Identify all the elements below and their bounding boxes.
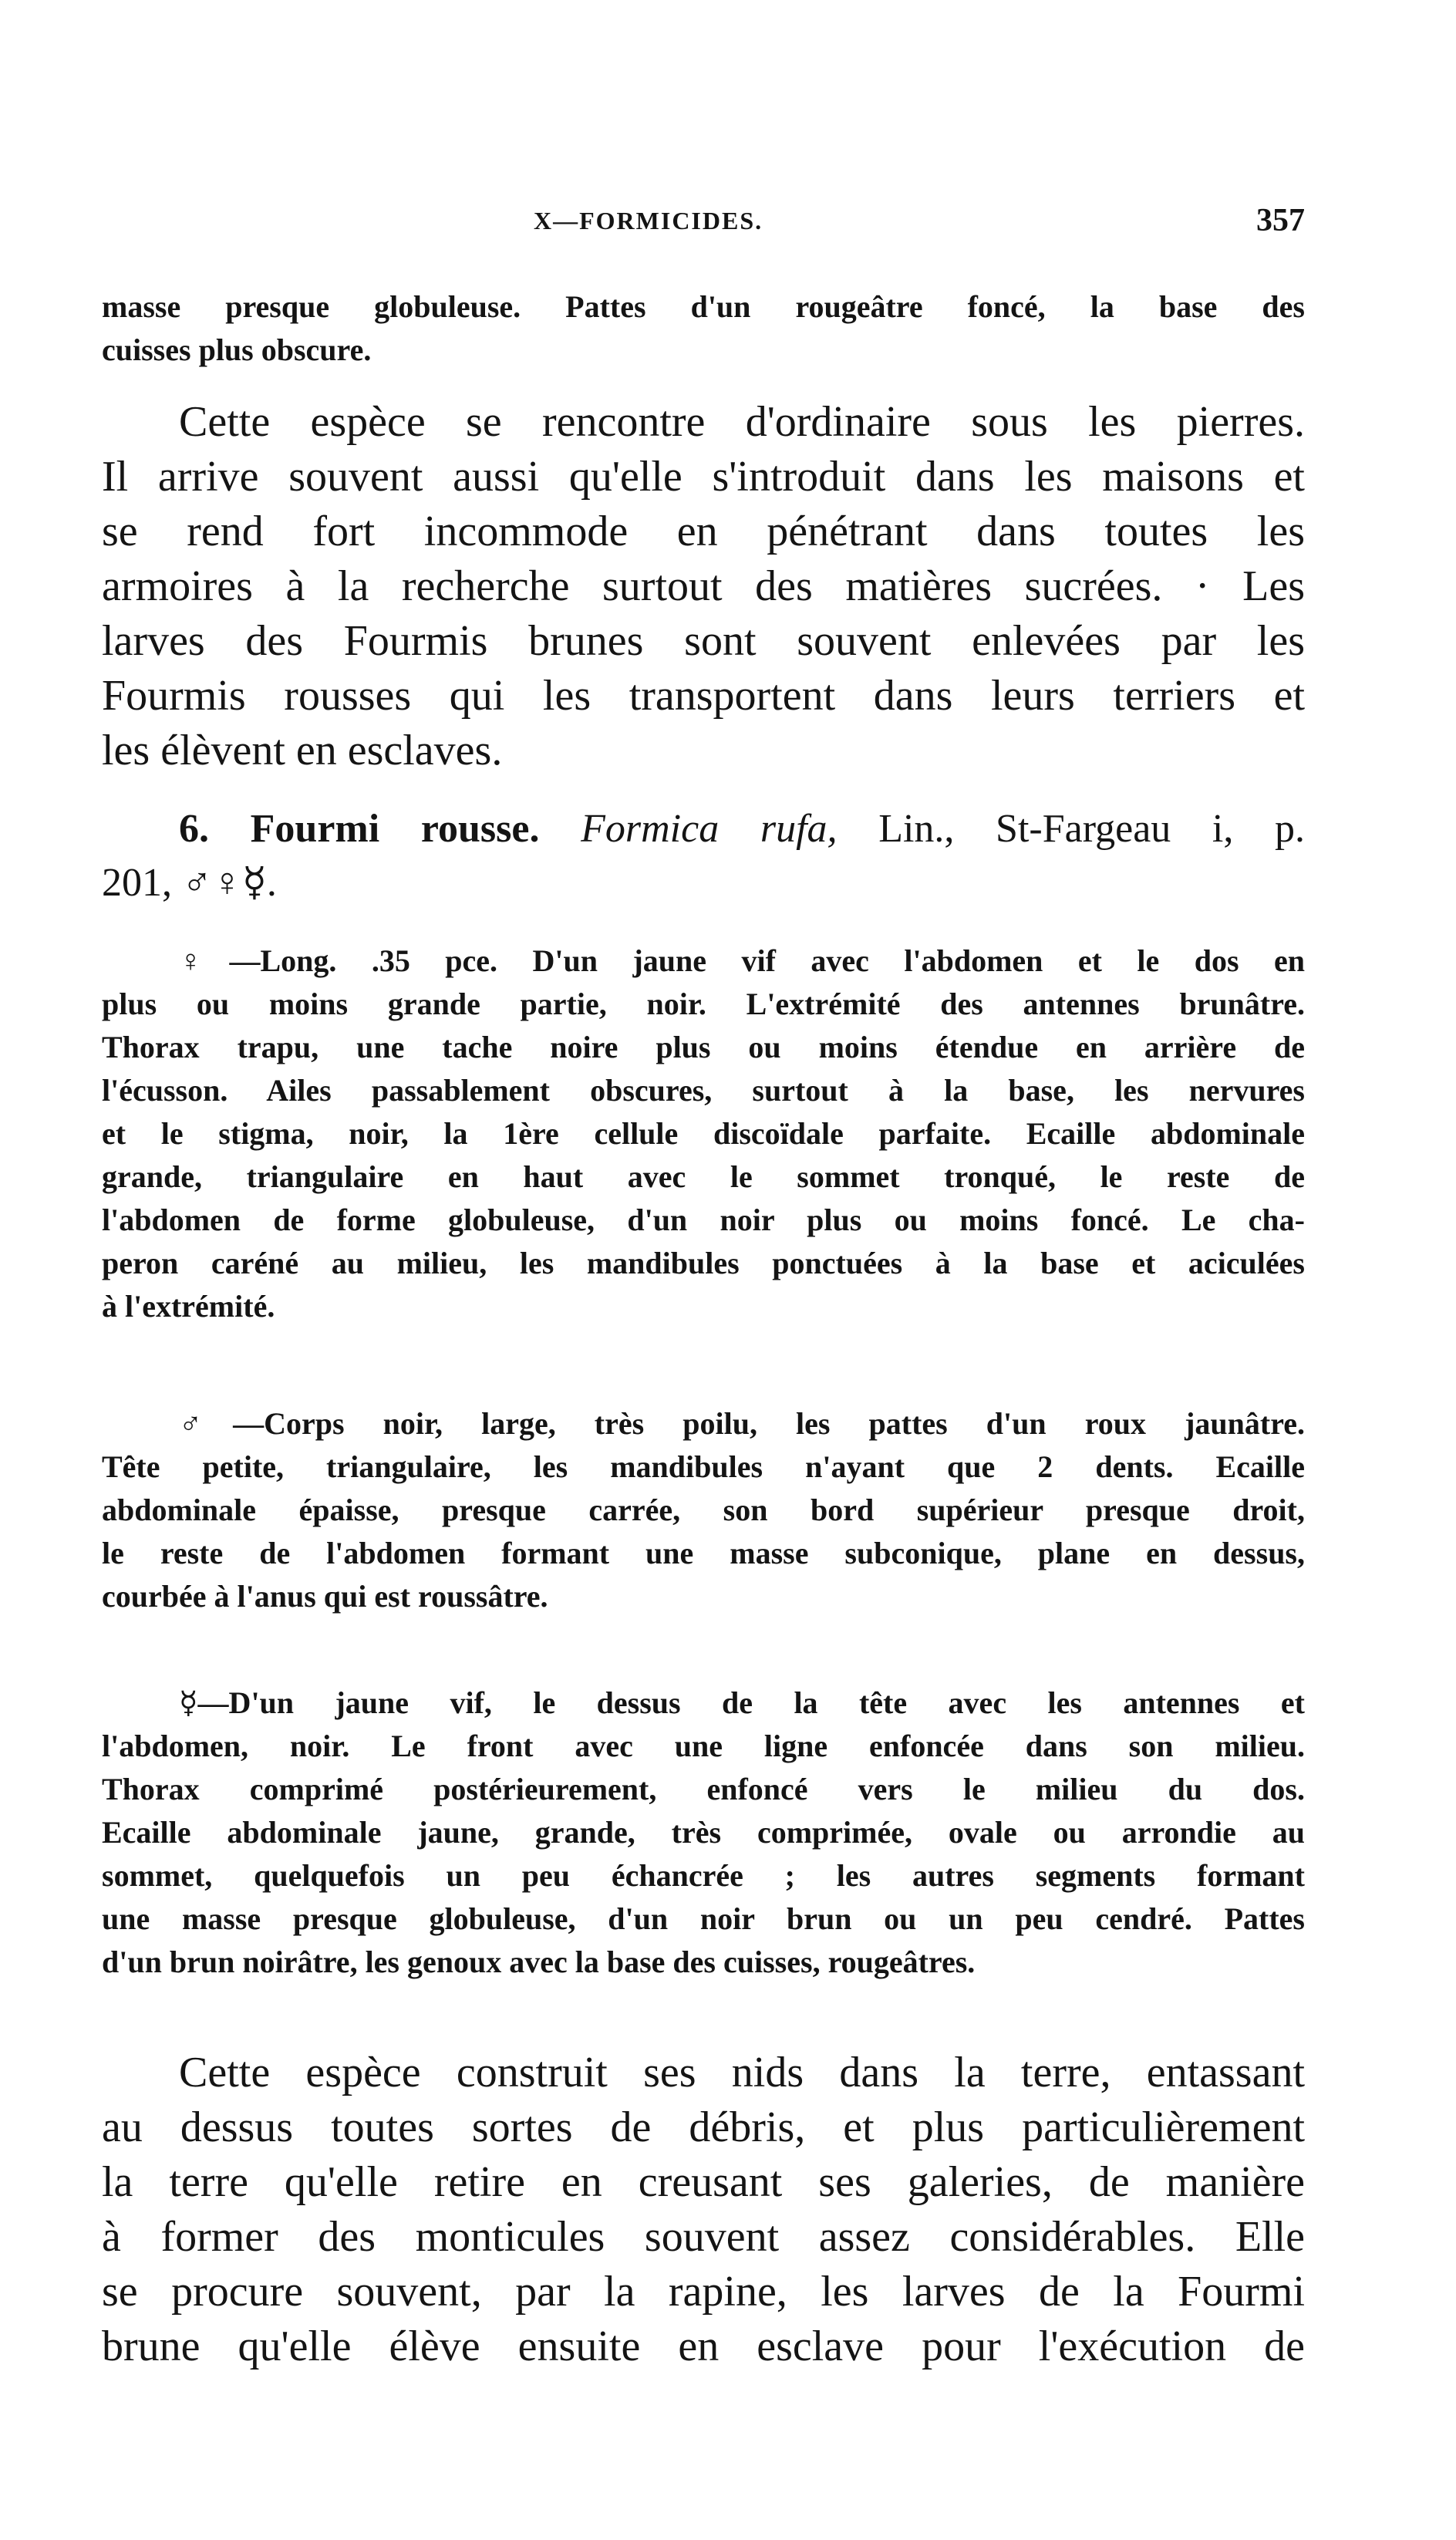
- species-common-name: Fourmi rousse.: [250, 807, 540, 851]
- species-number: 6.: [179, 807, 209, 851]
- paragraph-female: [102, 939, 1305, 1328]
- text-line: Ecaille abdominale jaune, grande, très comprimée, ovale ou arrondie au: [102, 1815, 1305, 1850]
- paragraph-continuation: [102, 285, 1305, 372]
- text-line: l'abdomen, noir. Le front avec une ligne enfoncée dans son milieu.: [102, 1729, 1305, 1763]
- paragraph-worker: [102, 1682, 1305, 1984]
- text-line: d'un brun noirâtre, les genoux avec la base des cuisses, rougeâtres.: [102, 1945, 976, 1979]
- text-line: ♂—Corps noir, large, très poilu, les pattes d'un roux jaunâtre.: [179, 1406, 1305, 1441]
- text-line: sommet, quelquefois un peu échancrée ; les autres segments formant: [102, 1858, 1305, 1893]
- text-line: grande, triangulaire en haut avec le sommet tronqué, le reste de: [102, 1159, 1305, 1194]
- text-line: armoires à la recherche surtout des matières sucrées. · Les: [102, 562, 1305, 610]
- species-heading-line-2: 201, ♂♀☿.: [102, 861, 277, 905]
- paragraph-nests: [102, 2046, 1305, 2374]
- text-line: brune qu'elle élève ensuite en esclave pour l'exécution de: [102, 2322, 1305, 2370]
- text-line: Cette espèce construit ses nids dans la terre, entassant: [179, 2049, 1305, 2096]
- text-line: masse presque globuleuse. Pattes d'un rougeâtre foncé, la base des: [102, 289, 1305, 324]
- species-heading: [102, 802, 1305, 910]
- text-line: l'écusson. Ailes passablement obscures, surtout à la base, les nervures: [102, 1073, 1305, 1108]
- text-line: Fourmis rousses qui les transportent dans leurs terriers et: [102, 672, 1305, 720]
- species-heading-line: [102, 802, 1305, 856]
- text-line: peron caréné au milieu, les mandibules ponctuées à la base et aciculées: [102, 1246, 1305, 1280]
- text-line: les élèvent en esclaves.: [102, 727, 503, 774]
- text-line: abdominale épaisse, presque carrée, son bord supérieur presque droit,: [102, 1493, 1305, 1527]
- text-line: se procure souvent, par la rapine, les larves de la Fourmi: [102, 2268, 1305, 2316]
- text-line: une masse presque globuleuse, d'un noir brun ou un peu cendré. Pattes: [102, 1901, 1305, 1936]
- text-line: à l'extrémité.: [102, 1289, 275, 1324]
- running-title: X—FORMICIDES.: [534, 207, 763, 234]
- text-line: au dessus toutes sortes de débris, et plus particulièrement: [102, 2103, 1305, 2151]
- text-line: et le stigma, noir, la 1ère cellule discoïdale parfaite. Ecaille abdominale: [102, 1116, 1305, 1151]
- text-line: cuisses plus obscure.: [102, 332, 372, 367]
- text-line: Il arrive souvent aussi qu'elle s'introduit dans les maisons et: [102, 453, 1305, 501]
- text-line: le reste de l'abdomen formant une masse subconique, plane en dessus,: [102, 1536, 1305, 1570]
- text-line: Thorax trapu, une tache noire plus ou moins étendue en arrière de: [102, 1030, 1305, 1064]
- text-line: Cette espèce se rencontre d'ordinaire sous les pierres.: [179, 398, 1305, 446]
- text-line: plus ou moins grande partie, noir. L'extrémité des antennes brunâtre.: [102, 987, 1305, 1021]
- species-reference: Lin., St-Fargeau i, p.: [878, 807, 1305, 851]
- text-line: courbée à l'anus qui est roussâtre.: [102, 1579, 548, 1614]
- page-number: 357: [1256, 203, 1305, 238]
- text-line: Tête petite, triangulaire, les mandibules n'ayant que 2 dents. Ecaille: [102, 1449, 1305, 1484]
- species-latin-name: Formica rufa,: [581, 807, 838, 851]
- text-line: à former des monticules souvent assez considérables. Elle: [102, 2213, 1305, 2261]
- page-header: [102, 203, 1305, 253]
- text-line: larves des Fourmis brunes sont souvent enlevées par les: [102, 617, 1305, 665]
- text-line: Thorax comprimé postérieurement, enfoncé vers le milieu du dos.: [102, 1772, 1305, 1806]
- text-line: se rend fort incommode en pénétrant dans toutes les: [102, 508, 1305, 555]
- paragraph-male: [102, 1402, 1305, 1618]
- text-line: l'abdomen de forme globuleuse, d'un noir plus ou moins foncé. Le cha-: [102, 1203, 1305, 1237]
- text-line: ♀—Long. .35 pce. D'un jaune vif avec l'abdomen et le dos en: [179, 943, 1305, 978]
- paragraph-habitat: [102, 395, 1305, 778]
- text-line: la terre qu'elle retire en creusant ses galeries, de manière: [102, 2158, 1305, 2206]
- text-line: ☿—D'un jaune vif, le dessus de la tête avec les antennes et: [179, 1685, 1305, 1720]
